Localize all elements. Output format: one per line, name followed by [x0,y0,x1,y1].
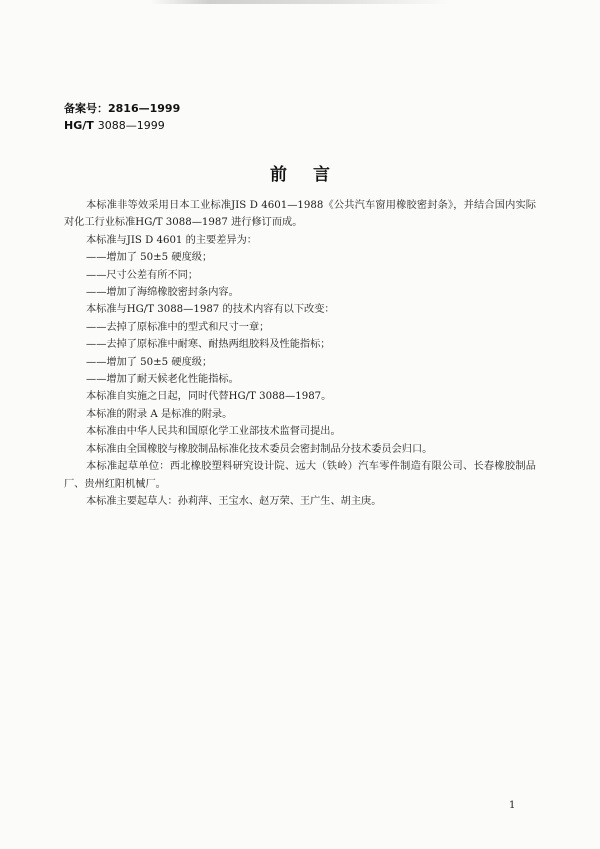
paragraph-appendix: 本标准的附录 A 是标准的附录。 [86,408,233,420]
list-item: ——去掉了原标准中耐寒、耐热两组胶料及性能指标； [86,339,331,351]
page-number: 1 [509,800,516,811]
foreword-body [64,197,536,510]
paragraph-drafters: 本标准主要起草人：孙莉萍、王宝水、赵万荣、王广生、胡主庚。 [86,495,382,507]
list-item: ——增加了 50±5 硬度级； [86,252,213,264]
standard-number: 3088—1999 [97,119,165,132]
record-number: 2816—1999 [108,102,181,115]
standard-label: HG/T [64,119,94,132]
paragraph-intro: 本标准非等效采用日本工业标准JIS D 4601—1988《公共汽车窗用橡胶密封条》，并结合国内实际对化工行业标准HG/T 3088—1987 进行修订而成。 [64,200,536,229]
paragraph-drafting-units: 本标准起草单位：西北橡胶塑料研究设计院、远大（铁岭）汽车零件制造有限公司、长春橡胶制品厂、贵州红阳机械厂。 [64,461,536,490]
scan-artifact-strip [150,0,450,4]
list-item: ——增加了海绵橡胶密封条内容。 [86,287,239,299]
record-number-row [64,100,180,117]
record-label: 备案号： [64,102,108,115]
paragraph-proposed-by: 本标准由中华人民共和国原化学工业部技术监督司提出。 [86,426,341,438]
page-title: 前言 [270,165,356,185]
list-item: ——增加了 50±5 硬度级； [86,356,213,368]
standard-number-row [64,117,180,134]
list-item: ——去掉了原标准中的型式和尺寸一章； [86,321,270,333]
header-codes [64,100,180,134]
list-item: ——尺寸公差有所不同； [86,269,199,281]
paragraph-hg-changes: 本标准与HG/T 3088—1987 的技术内容有以下改变： [86,304,335,316]
paragraph-centralized-by: 本标准由全国橡胶与橡胶制品标准化技术委员会密封制品分技术委员会归口。 [86,443,433,455]
paragraph-effective: 本标准自实施之日起，同时代替HG/T 3088—1987。 [86,391,332,403]
list-item: ——增加了耐天候老化性能指标。 [86,374,239,386]
paragraph-jis-differences: 本标准与JIS D 4601 的主要差异为： [86,234,257,246]
